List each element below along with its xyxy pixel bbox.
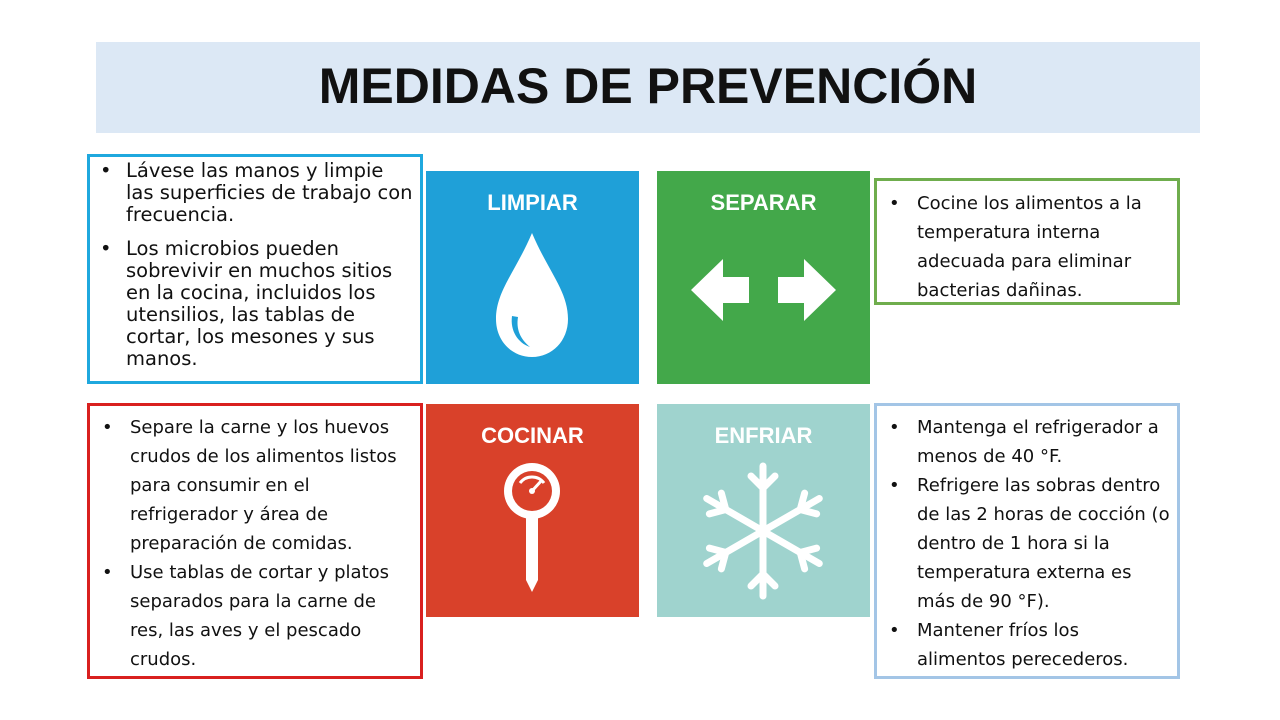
cook-tips-box [874,178,1180,305]
list-item: • Refrigere las sobras dentro de las 2 horas de cocción (o dentro de 1 hora si la temperatura externa es más de 90 °F). [889,471,1171,616]
list-item: • Cocine los alimentos a la temperatura interna adecuada para eliminar bacterias dañinas. [889,189,1169,305]
tile-cocinar-label: COCINAR [481,423,584,448]
title-bar [96,42,1200,133]
list-item: • Mantener fríos los alimentos perecederos. [889,616,1171,674]
tile-separar [657,171,870,384]
tile-separar-label: SEPARAR [710,190,817,215]
chill-tips-box [874,403,1180,679]
list-item: • Use tablas de cortar y platos separados para la carne de res, las aves y el pescado crudos. [102,558,414,674]
list-item: • Lávese las manos y limpie las superficies de trabajo con frecuencia. [100,160,414,226]
chill-tips-list [889,413,1171,674]
cook-tips-list [889,189,1169,305]
list-item: • Mantenga el refrigerador a menos de 40 °F. [889,413,1171,471]
tile-enfriar-label: ENFRIAR [714,423,813,448]
list-item: • Los microbios pueden sobrevivir en muchos sitios en la cocina, incluidos los utensilios, las tablas de cortar, los mesones y sus manos. [100,238,414,370]
list-item: • Separe la carne y los huevos crudos de los alimentos listos para consumir en el refrigerador y área de preparación de comidas. [102,413,414,558]
separate-tips-box [87,403,423,679]
clean-tips-list [100,160,414,370]
separate-tips-list [102,413,414,674]
clean-tips-box [87,154,423,384]
tile-limpiar [426,171,639,384]
page-title: MEDIDAS DE PREVENCIÓN [318,58,978,114]
tile-enfriar [657,404,870,617]
tile-limpiar-label: LIMPIAR [487,190,578,215]
tile-cocinar [426,404,639,617]
